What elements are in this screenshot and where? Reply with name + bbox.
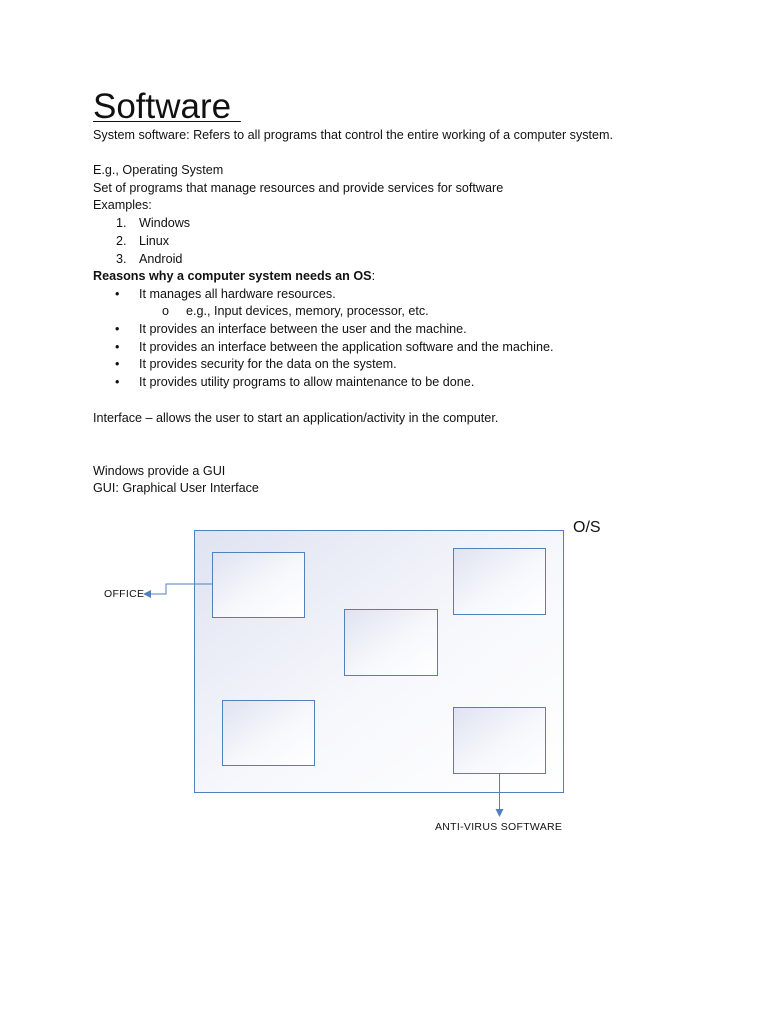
bullet-glyph: • xyxy=(115,322,120,336)
definition-text: Set of programs that manage resources and provide services for software xyxy=(93,181,504,195)
list-item: Android xyxy=(139,252,183,266)
reasons-heading: Reasons why a computer system needs an OS xyxy=(93,269,372,283)
list-item: It provides an interface between the application software and the machine. xyxy=(139,340,554,354)
bullet-glyph: • xyxy=(115,375,120,389)
app-window-bottom-left xyxy=(223,701,315,766)
antivirus-label: ANTI-VIRUS SOFTWARE xyxy=(435,821,563,833)
intro-text: System software: Refers to all programs that control the entire working of a computer system. xyxy=(93,128,614,142)
app-window-top-right xyxy=(454,549,546,615)
reasons-heading-colon: : xyxy=(371,269,376,283)
sub-bullet-glyph: o xyxy=(162,304,170,318)
eg-line: E.g., Operating System xyxy=(93,163,224,177)
os-label: O/S xyxy=(573,519,601,536)
app-window-office xyxy=(213,553,305,618)
bullet-glyph: • xyxy=(115,287,120,301)
list-item: It provides an interface between the user and the machine. xyxy=(139,322,467,336)
list-item: Linux xyxy=(139,234,170,248)
list-item: It provides utility programs to allow maintenance to be done. xyxy=(139,375,475,389)
list-number: 3. xyxy=(116,252,127,266)
sub-list-item: e.g., Input devices, memory, processor, etc. xyxy=(186,304,429,318)
list-item: Windows xyxy=(139,216,191,230)
list-item: It manages all hardware resources. xyxy=(139,287,336,301)
bullet-glyph: • xyxy=(115,357,120,371)
list-number: 2. xyxy=(116,234,127,248)
bullet-glyph: • xyxy=(115,340,120,354)
list-number: 1. xyxy=(116,216,127,230)
gui-line-2: GUI: Graphical User Interface xyxy=(93,481,259,495)
gui-line-1: Windows provide a GUI xyxy=(93,464,226,478)
app-window-antivirus xyxy=(454,708,546,774)
interface-text: Interface – allows the user to start an application/activity in the computer. xyxy=(93,411,499,425)
examples-label: Examples: xyxy=(93,198,152,212)
document-title: Software xyxy=(93,87,241,126)
app-window-center xyxy=(345,610,438,676)
list-item: It provides security for the data on the system. xyxy=(139,357,397,371)
office-label: OFFICE xyxy=(104,588,145,600)
